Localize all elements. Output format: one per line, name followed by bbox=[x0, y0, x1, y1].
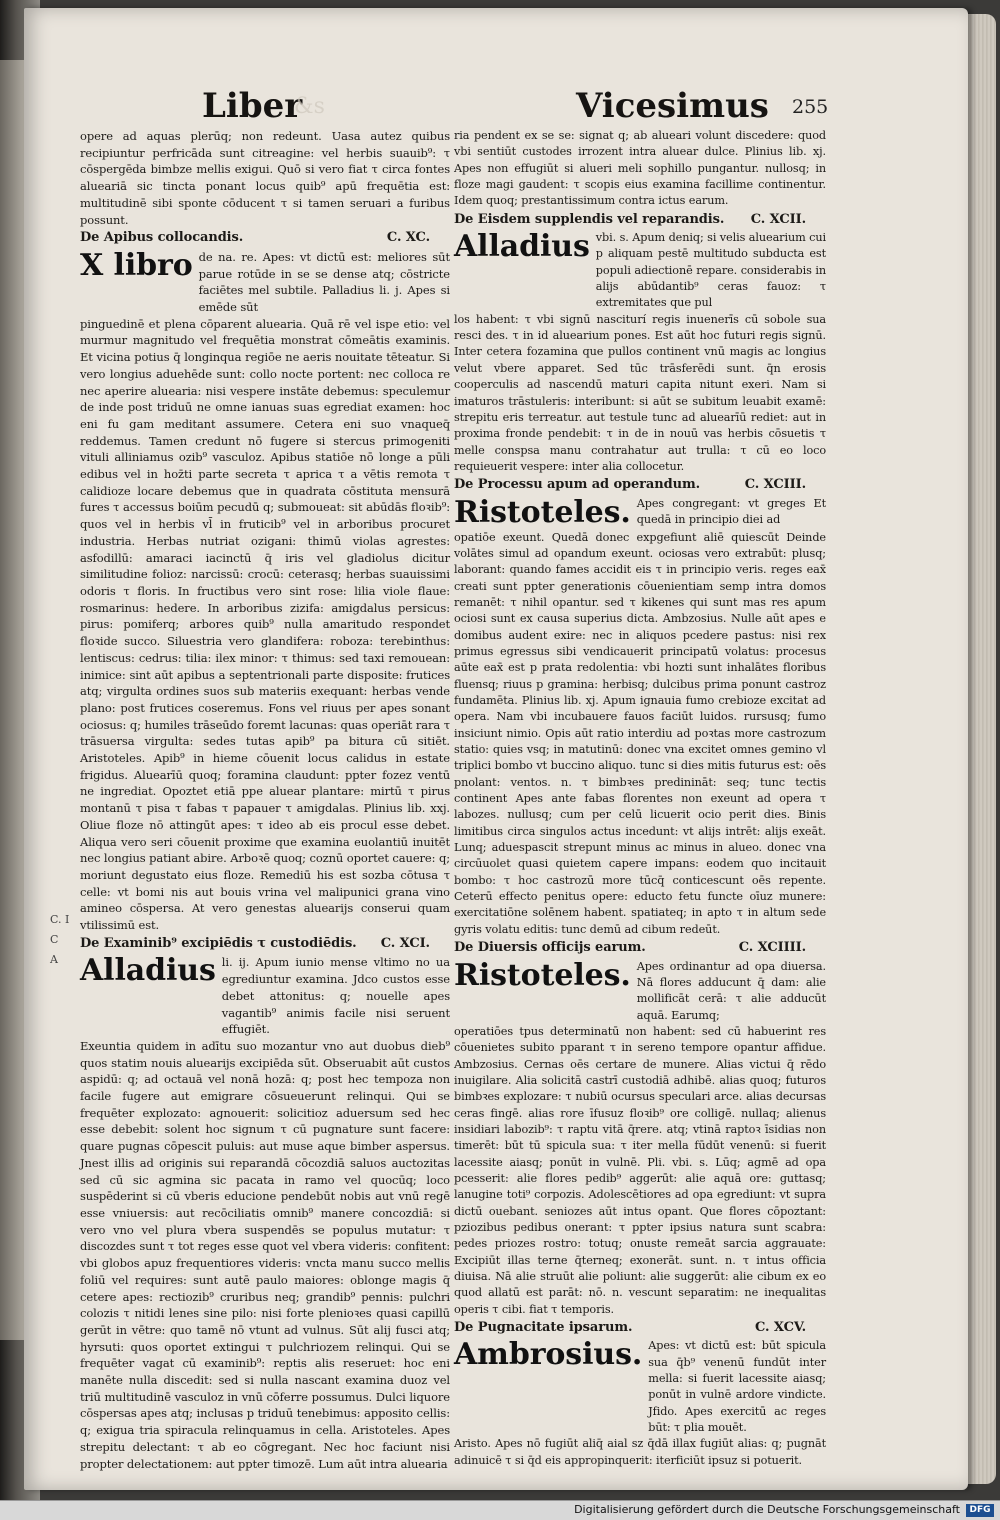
chapter-number: C. XCIIII. bbox=[738, 940, 806, 956]
right-column bbox=[454, 128, 826, 1469]
ghost-stamp: &s bbox=[294, 94, 325, 119]
chapter-title: De Diuersis officijs earum. bbox=[454, 940, 646, 956]
paragraph: Apes: vt dictū est: būt spicula sua q̄b⁹ venenū fundūt inter mella: si fuerit lacessite aiasq; ponūt in vulnē ardore vindicte. Jfido. Apes exercitū ac reges būt: τ plia mouēt. bbox=[648, 1339, 826, 1435]
paragraph: operatiōes tpus determinatū non habent: sed cū habuerint res cōuenietes subito pparant τ in sereno tempore opantur affidue. Ambzosius. Cernas oēs certare de munere. Alias victui q̄ rēdo inuigilare. Alia solicitā castrī custodiā adhibē. alias quoq; futuros bimbꝛes explozare: τ nubiū ocursus speculari arce. alias decursas ceras fingē. alias rore īfusuz floꝛib⁹ ore colligē. nullaq; alienus insidiari labozib⁹: τ raptu vitā q̄rere. atq; vtinā raptoꝛ īsidias non timerēt: būt tū spicula sua: τ iter mella fūdūt venenū: si fuerit lacessite aiasq; ponūt in vulnē. Pli. vbi. s. Lūq; agmē ad opa pcesserit: alie flores pedib⁹ aggerūt: alie aquā ore: guttasq; lanugine toti⁹ corpozis. Adolescētiores ad opa egrediunt: vt supra dictū ouebant. seniozes aūt intus opant. Que flores cōpoztant: pziozibus pedibus onerant: τ ppter ipsius natura sunt scabra: pedes priozes rostro: totuq; onuste remeāt sarcia aggrauate: Excipiūt illas terne q̄terneq; exonerāt. sunt. n. τ intus officia diuisa. Nā alie struūt alie poliunt: alie suggerūt: alie cibum ex eo quod allatū est parāt: nō. n. vescunt separatim: ne inequalitas operis τ cibi. fiat τ temporis. bbox=[454, 1024, 826, 1316]
margin-note: C bbox=[50, 933, 59, 946]
chapter-title: De Examinib⁹ excipiēdis τ custodiēdis. bbox=[80, 935, 357, 951]
paragraph: pinguedinē et plena cōparent aluearia. Quā rē vel ispe etio: vel murmur magnitudo vel frequētia monstrat cōmeātis examinis. Et vicina potius q̄ longinqua regiōe ne aeris nouitate tēteatur. Si vero longius aduehēde sunt: collo nocte portent: nec colloca re nec aperire aluearia: nisi vespere instāte debemus: speculemur de inde post triduū ne omne ianuas suas egrediat examen: hoc eni fu gam meditant assumere. Cetera eni suo vnaqueq̄ reddemus. Tamen credunt nō fugere si stercus primogeniti vituli alliniamus ozib⁹ vasculoz. Apibus statiōe nō longe a pūli edibus vel in hoz̄ti parte secreta τ aprica τ a vētis remota τ calidioze locare debemus que in quadrata cōstituta mensurā fures τ accessus boiūm pecudū q; submoueat: sit abūdās floꝛib⁹: quos vel in herbis vl̄ in fruticib⁹ vel in arboribus procuret industria. Herbas nutriat ozigani: thimū violas agrestes: asfodillū: amaraci iacinctū q̄ iris vel gladiolus dicitur similitudine folioz: narcissū: crocū: ceterasq; herbas suauissimi odoris τ floris. In fructibus vero sint rose: lilia viole flaue: rosmarinus: hedere. In arboribus zizifa: amigdalus persicus: pirus: pomiferq; arbores quib⁹ nulla amaritudo respondet floꝛide succo. Siluestria vero glandifera: roboza: terebinthus: lentiscus: cedrus: tilia: ilex minor: τ thimus: sed taxi remouean: inimice: sint aūt apibus a septentrionali parte disposite: frutices atq; virgulta ordines suos sub materiis exequant: herbas vende plano: post frutices coseremus. Fons vel riuus per apes sonant ociosus: q; humiles trāseūdo foremt lacunas: quas operiāt rara τ trāsuersa virgulta: sedes tutas apib⁹ pa bitura cū sitiēt. Aristoteles. Apib⁹ in hieme cōuenit locus calidus in estate frigidus. Aluearīū quoq; foramina claudunt: ppter fozez ventū ne ingrediat. Opoztet etiā ppe aluear plantare: mirtū τ pirus montanū τ pisa τ fabas τ papauer τ amigdalas. Plinius lib. xxj. Oliue floze nō attingūt apes: τ ideo ab eis procul esse debet. Aliqua vero seri cōuenit proxime que examina euolantiū inuitēt nec longius patiant abire. Arboꝛē quoq; coznū oportet cauere: q; moriunt degustato eius floze. Remediū his est sozba cōtusa τ celle: vt bomi nis aut bouis vrina vel malipunici grana vino amineo cōspersa. At vero genestas aluearijs conserui quam vtilissimū est. bbox=[80, 316, 450, 933]
chapter-number: C. XC. bbox=[386, 230, 430, 246]
running-head-left: Liber bbox=[202, 86, 303, 126]
paragraph: Apes congregant: vt greges Et quedā in principio diei ad bbox=[636, 496, 826, 526]
chapter-title: De Pugnacitate ipsarum. bbox=[454, 1320, 633, 1336]
chapter-heading bbox=[80, 230, 450, 247]
chapter-number: C. XCI. bbox=[380, 935, 430, 951]
initial-word: Ristoteles. bbox=[454, 494, 631, 530]
chapter-title: De Processu apum ad operandum. bbox=[454, 477, 701, 493]
chapter-number: C. XCII. bbox=[750, 211, 806, 227]
chapter-title: De Eisdem supplendis vel reparandis. bbox=[454, 211, 725, 227]
chapter-number: C. XCIII. bbox=[744, 477, 806, 493]
initial-word: Ristoteles. bbox=[454, 957, 631, 993]
book-page bbox=[24, 8, 968, 1490]
paragraph: los habent: τ vbi signū nasciturí regis inuenerīs cū sobole sua resci des. τ in id aluearium pones. Est aūt hoc futuri regis signū. Inter cetera fozamina que pullos continent vnū magis ac longius velut vbere apparet. Sed tūc trāsferēdi sunt. q̄n erosis cooperculis ad nascendū maturi capita nitunt exeri. Nam si imaturos trāstuleris: interibunt: si aūt se subitum leuabit examē: strepitu eris terreatur. aut testule tunc ad aluearīū rediet: aut in proxima fronde pendebit: τ in de in nouū vas herbis cōsuetis τ melle conspsa manu contrahatur aut trulla: τ cū eo loco requieuerit vespere: inter alia collocetur. bbox=[454, 312, 826, 473]
margin-note: A bbox=[50, 953, 58, 966]
chapter-heading bbox=[80, 936, 450, 953]
paragraph: de na. re. Apes: vt dictū est: meliores sūt parue rotūde in se se dense atq; cōstricte faciētes mel subtile. Palladius li. j. Apes si emēde sūt bbox=[198, 249, 450, 315]
chapter-number: C. XCV. bbox=[754, 1320, 806, 1336]
initial-paragraph bbox=[454, 496, 826, 530]
footer-bar bbox=[0, 1500, 1000, 1520]
initial-paragraph bbox=[454, 1338, 826, 1436]
chapter-heading bbox=[454, 212, 826, 228]
chapter-heading bbox=[454, 477, 826, 493]
paragraph: Aristo. Apes nō fugiūt aliq̄ aial sz q̄dā illax fugiūt alias: q; pugnāt adinuicē τ si q̄d eis appropinquerit: iterficiūt ipsuz si potuerit. bbox=[454, 1437, 826, 1467]
initial-word: Alladius bbox=[454, 229, 590, 265]
paragraph: li. ij. Apum iunio mense vltimo no ua egrediuntur examina. Jdco custos esse debet attonitus: q; nouelle apes vagantib⁹ animis facile nisi seruent effugiēt. bbox=[221, 955, 450, 1037]
dfg-logo: DFG bbox=[966, 1504, 994, 1517]
funding-notice: Digitalisierung gefördert durch die Deutsche Forschungsgemeinschaft bbox=[574, 1503, 960, 1516]
initial-paragraph bbox=[80, 954, 450, 1038]
chapter-heading bbox=[454, 940, 826, 956]
left-column bbox=[80, 128, 450, 1472]
paragraph: Exeuntia quidem in adītu suo mozantur vno aut duobus dieb⁹ quos statim nouis aluearijs excipiēda sūt. Obseruabit aūt custos aspidū: q; ad octauā vel nonā hozā: q; post hec tempoza non facile fugere aut emigrare cōsueuerunt relinqui. Qui se frequēter explozato: agnouerit: solicitioz aduersum sed hec esse debebit: solent hoc signum τ cū pugnature sunt facere: quare pugnas cōpescit puluis: aut muse aque bimber aspersus. Jnest illis ad originis sui reparandā cōcozdiā saluos auctozitas sed cū sic agmina sic pacata in ramo vel quocūq; loco suspēderint si cū vberis educione pendebūt nobis aut vnū regē esse vniuersis: aut recōciliatis omnib⁹ manere concozdiā: si vero vno vel plura vbera suspendēs se populus mutatur: τ discozdes sunt τ tot reges esse quot vel vbera videris: confitent: vbi globos apuz frequentiores videris: vncta manu succo mellis foliū vel requires: sunt autē paulo maiores: oblonge magis q̄ cetere apes: rectiozib⁹ cruribus neq; grandib⁹ pennis: pulchri colozis τ nitidi lenes sine pilo: nisi forte plenioꝛes quasi capillū gerūt in vētre: quo tamē nō vtunt ad vulnus. Sūt alij fusci atq; hyrsuti: quos oportet extingui τ pulchriozem relinqui. Qui se frequēter vagat cū examinib⁹: reptis alis reseruet: hoc eni manēte nulla discedit: sed si nulla nascant examina duoz vel triū multitudinē vasculoz in vnū cōferre possumus. Dulci liquore cōspersas apes atq; inclusas p triduū tenebimus: apposito cellis: q; exigua tria spiracula relinquamus in cella. Aristoteles. Apes strepitu delectant: τ ab eo cōgregant. Nec hoc faciunt nisi propter delectationem: aut ppter timozē. Lum aūt intra aluearia bbox=[80, 1038, 450, 1471]
folio-number: 255 bbox=[792, 96, 829, 118]
initial-word: Ambrosius. bbox=[454, 1337, 643, 1373]
margin-note: C. I bbox=[50, 913, 70, 926]
paragraph: opatiōe exeunt. Quedā donec expgefiunt aliē quiescūt Deinde volātes simul ad opandum exeunt. ociosas vero extrabūt: plusq; laborant: quando fames accidit eis τ in principio veris. reges eax̄ creati sunt ppter generationis cōuenientiam semp intra domos remanēt: τ nihil opantur. sed τ kikenes qui sunt mas res apum ociosi sunt ex causa superius dicta. Ambzosius. Nulle aūt apes e domibus audent exire: nec in aliquos pcedere pastus: nisi rex primus egressus sibi vendicauerit principatū volatus: procesus aūte eax̄ est p prata redolentia: vbi hozti sunt inhalātes floribus fluensq; riuus p gramina: herbisq; dulcibus prima ponunt castroz fundamēta. Plinius lib. xj. Apum ignauia fumo crebioze excitat ad opera. Nam vbi incubauere fauos faciūt luidos. rursusq; fumo insiciunt nimio. Opis aūt ratio interdiu ad poꝛtas more castrozum statio: quies vsq; in matutinū: donec vna excitet omnes gemino vl triplici bombo vt buccino aliquo. tunc si dies mitis futurus est: oēs pnolant: ventos. n. τ bimbꝛes predinināt: seq; tunc tectis continent Apes ante fabas florentes non exeunt ad opera τ labozes. nullusq; cum per celū licuerit ocio perit dies. Binis limitibus circa singulos actus incedunt: vt alijs intrēt: alijs exeāt. Lunq; aduespascit strepunt minus ac minus in alueo. donec vna circūuolet quasi quietem capere impans: eodem quo incitauit bombo: τ hoc castrozū more tūcq̄ conticescunt oēs repente. Ceterū effecto penitus opere: educto fetu functe oīuz munere: exercitatiōne solēnem habent. spatiateq; in apto τ in altum sede gyris volatu editis: tunc demū ad cibum redeūt. bbox=[454, 530, 826, 936]
chapter-title: De Apibus collocandis. bbox=[80, 230, 244, 246]
paragraph: ria pendent ex se se: signat q; ab alueari volunt discedere: quod vbi sentiūt custodes irrozent intra aluear dulce. Plinius lib. xj. Apes non effugiūt si alueri meli sophillo pungantur. nullosq; in floze magi gaudent: τ scopis eius examina facillime continentur. Idem quoq; prestantissimum contra ictus earum. bbox=[454, 129, 826, 208]
initial-paragraph bbox=[80, 249, 450, 316]
paragraph: vbi. s. Apum deniq; si velis aluearium cui p aliquam pestē multitudo subducta est populi adiectionē repare. considerabis in alijs abūdantib⁹ ceras fauoz: τ extremitates que pul bbox=[595, 231, 826, 310]
initial-word: X libro bbox=[80, 247, 193, 283]
initial-paragraph bbox=[454, 230, 826, 312]
running-head-right: Vicesimus bbox=[576, 86, 769, 126]
chapter-heading bbox=[454, 1320, 826, 1336]
paragraph: Apes ordinantur ad opa diuersa. Nā flores adducunt q̄ dam: alie mollificāt cerā: τ alie adducūt aquā. Earumq; bbox=[636, 959, 826, 1022]
paragraph: opere ad aquas plerūq; non redeunt. Uasa autez quibus recipiuntur perfricāda sunt citreagine: vel herbis suauib⁹: τ cōspergēda bimbze mellis exigui. Quō si vero fiat τ circa fontes alueariā sic tincta ponant locus quib⁹ apū frequētia est: multitudinē sibi sponte cōducent τ si tamen seruari a furibus possunt. bbox=[80, 129, 450, 227]
initial-word: Alladius bbox=[80, 953, 216, 989]
initial-paragraph bbox=[454, 959, 826, 1024]
